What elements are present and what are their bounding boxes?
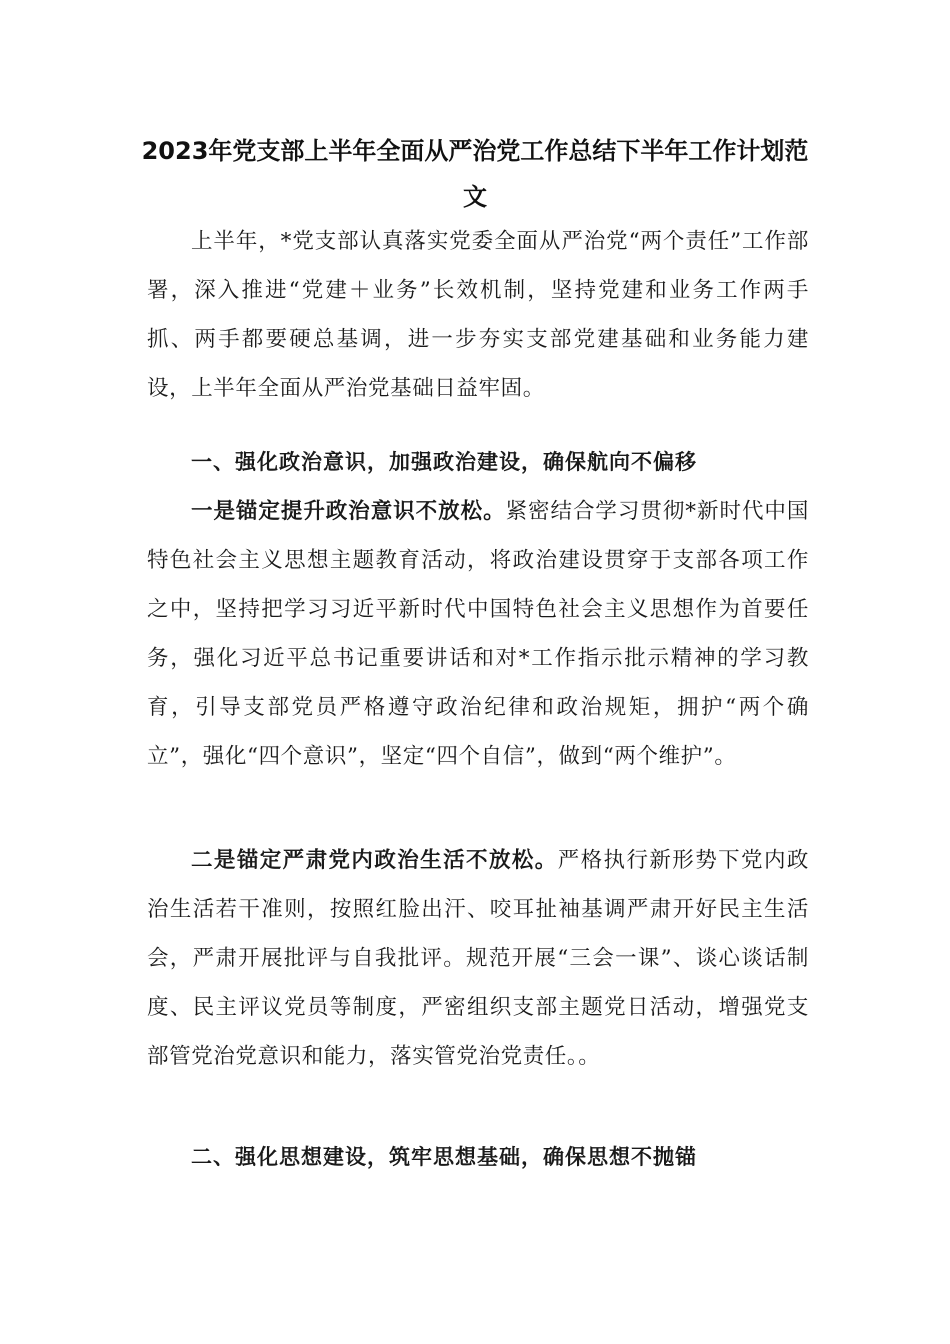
- section-1-heading: 一、强化政治意识，加强政治建设，确保航向不偏移: [191, 450, 697, 474]
- document-title: 2023年党支部上半年全面从严治党工作总结下半年工作计划范文: [141, 137, 809, 211]
- item-1-lead: 一是锚定提升政治意识不放松。: [191, 499, 506, 524]
- item-1-text: 紧密结合学习贯彻*新时代中国特色社会主义思想主题教育活动，将政治建设贯穿于支部各项工作之中，坚持把学习习近平新时代中国特色社会主义思想作为首要任务，强化习近平总书记重要讲话和对*工作指示批示精神的学习教育，引导支部党员严格遵守政治纪律和政治规矩，拥护“两个确立”，强化“四个意识”，坚定“四个自信”，做到“两个维护”。: [147, 499, 809, 769]
- intro-paragraph: 上半年，*党支部认真落实党委全面从严治党“两个责任”工作部署，深入推进“党建＋业务”长效机制，坚持党建和业务工作两手抓、两手都要硬总基调，进一步夯实支部党建基础和业务能力建设，上半年全面从严治党基础日益牢固。: [147, 229, 809, 401]
- section-1-item-1-paragraph: [147, 487, 809, 781]
- item-2-text: 严格执行新形势下党内政治生活若干准则，按照红脸出汗、咬耳扯袖基调严肃开好民主生活会，严肃开展批评与自我批评。规范开展“三会一课”、谈心谈话制度、民主评议党员等制度，严密组织支部主题党日活动，增强党支部管党治党意识和能力，落实管党治党责任。。: [147, 848, 809, 1069]
- section-1-item-2-paragraph: [147, 836, 809, 1081]
- section-2-heading: 二、强化思想建设，筑牢思想基础，确保思想不抛锚: [191, 1145, 697, 1169]
- item-2-lead: 二是锚定严肃党内政治生活不放松。: [191, 848, 558, 873]
